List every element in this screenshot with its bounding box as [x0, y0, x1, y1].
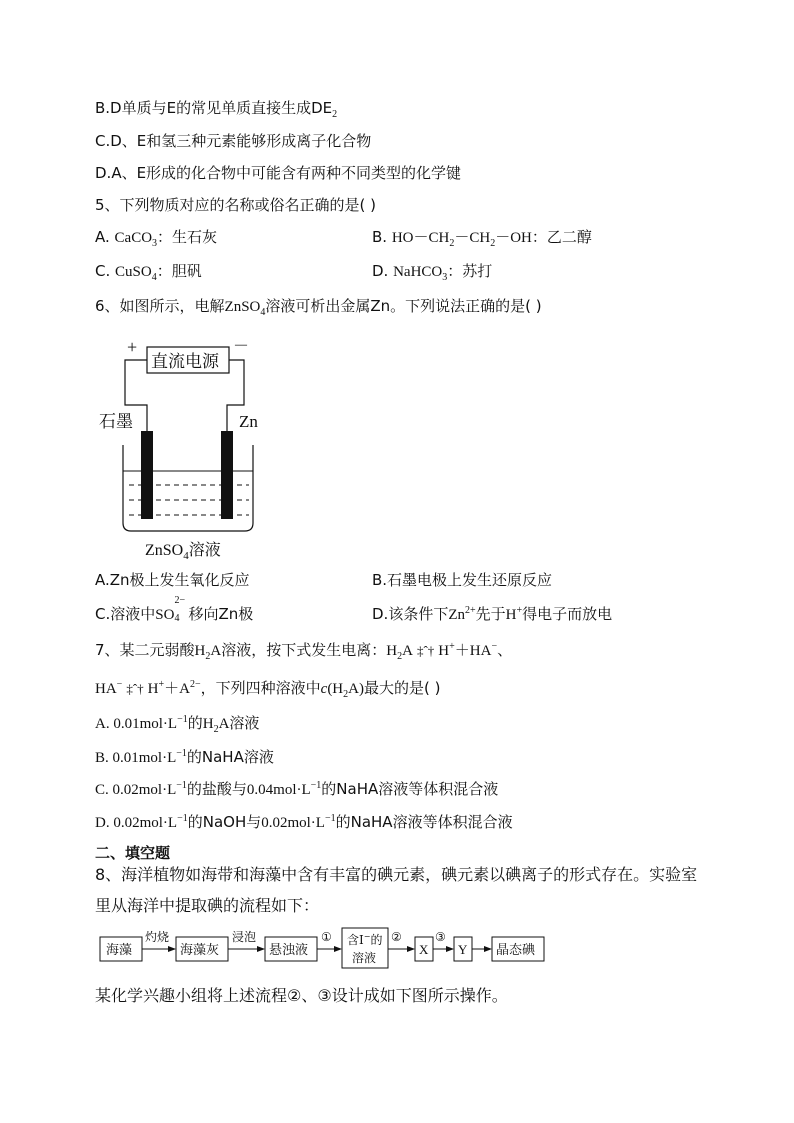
graphite-label: 石墨 — [99, 412, 133, 432]
flow-box-x-label: X — [419, 942, 429, 957]
q4-option-d: D.A、E形成的化合物中可能含有两种不同类型的化学键 — [95, 164, 462, 182]
q6-option-c: C.溶液中SO 2− 4 移向Zn极 — [95, 595, 254, 624]
zn-electrode — [221, 431, 233, 519]
q7-option-a: A. $0.01mol\cdot L^{-1}$的$H_2A$溶液 — [95, 714, 260, 735]
q4-option-b: B.D单质与E的常见单质直接生成$DE_2$ — [95, 99, 338, 120]
extraction-flowchart — [99, 925, 559, 973]
q5-option-b: B. $HO-CH_2-CH_2-OH$：乙二醇 — [372, 228, 592, 249]
flow-box-iodide-line1: 含I−的 — [347, 932, 383, 947]
q4-option-c: C.D、E和氢三种元素能够形成离子化合物 — [95, 132, 372, 150]
electrolysis-figure — [95, 335, 265, 565]
minus-sign: － — [233, 338, 250, 355]
q6-stem: 6、如图所示，电解ZnSO$_4$溶液可析出金属Zn。下列说法正确的是( ) — [95, 297, 542, 318]
flow-box-seaweed-label: 海藻 — [106, 943, 133, 958]
q5-option-c: C. CuSO$_4$：胆矾 — [95, 262, 202, 283]
q6-option-b: B.石墨电极上发生还原反应 — [372, 571, 553, 589]
q7-stem-line1: 7、某二元弱酸$H_2A$溶液，按下式发生电离：$H_2A$ ‡ˆ† H+＋HA−、 — [95, 641, 513, 662]
flow-step-3: ③ — [435, 930, 446, 944]
solution-label: ZnSO$_4$溶液 — [145, 540, 221, 562]
q6-option-d: D.该条件下$Zn^{2+}$先于H+得电子而放电 — [372, 605, 613, 623]
flow-box-iodine-label: 晶态碘 — [496, 943, 536, 958]
flow-box-iodide-line2: 溶液 — [352, 951, 377, 965]
graphite-electrode — [141, 431, 153, 519]
flow-box-ash-label: 海藻灰 — [180, 943, 220, 958]
q6-option-a: A.Zn极上发生氧化反应 — [95, 571, 250, 589]
zn-label: Zn — [239, 412, 258, 431]
flow-step-burn: 灼烧 — [145, 930, 170, 944]
q7-option-d: D. $0.02mol\cdot L^{-1}$的NaOH与$0.02mol\cdot L^{-1}$的NaHA溶液等体积混合液 — [95, 813, 513, 831]
equilibrium-arrow: ‡ˆ† — [126, 681, 144, 696]
flow-box-suspension-label: 悬浊液 — [269, 943, 309, 958]
q8-stem-line1: 8、海洋植物如海带和海藻中含有丰富的碘元素，碘元素以碘离子的形式存在。实验室 — [95, 865, 698, 884]
flow-step-1: ① — [321, 930, 332, 944]
q5-stem: 5、下列物质对应的名称或俗名正确的是( ) — [95, 196, 377, 214]
power-supply-label: 直流电源 — [151, 352, 219, 372]
q8-after-text: 某化学兴趣小组将上述流程②、③设计成如下图所示操作。 — [95, 986, 508, 1005]
q5-option-a: A. CaCO$_3$：生石灰 — [95, 228, 218, 249]
q7-option-b: B. $0.01mol\cdot L^{-1}$的NaHA溶液 — [95, 748, 274, 766]
q5-option-d: D. NaHCO$_3$：苏打 — [372, 262, 493, 283]
flow-step-2: ② — [391, 930, 402, 944]
section-heading: 二、填空题 — [95, 844, 171, 862]
flow-step-soak: 浸泡 — [232, 930, 257, 944]
equilibrium-arrow: ‡ˆ† — [416, 643, 435, 658]
q8-stem-line2: 里从海洋中提取碘的流程如下： — [95, 896, 320, 915]
plus-sign: + — [127, 337, 138, 357]
q7-stem-line2: HA− ‡ˆ† $H^++A^{2-}$，下列四种溶液中$c(H_2A)$最大的是( ) — [95, 679, 441, 700]
flow-box-y-label: Y — [458, 942, 468, 957]
q7-option-c: C. $0.02mol\cdot L^{-1}$的盐酸与$0.04mol\cdot L^{-1}$的NaHA溶液等体积混合液 — [95, 780, 499, 798]
